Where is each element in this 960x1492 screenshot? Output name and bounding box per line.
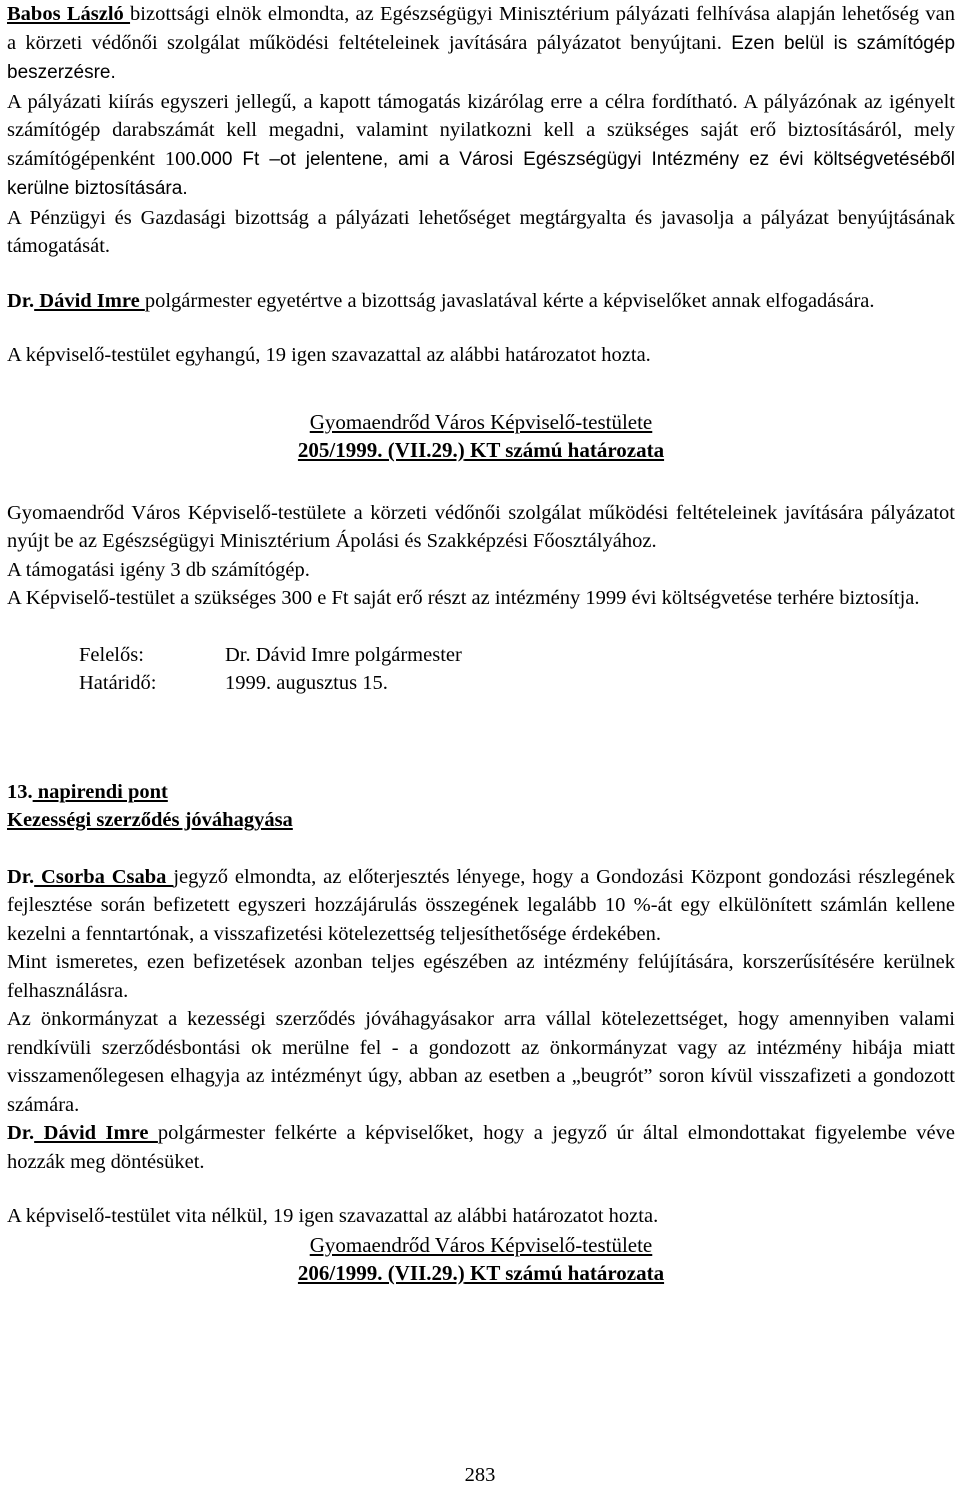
- paragraph-clerk: [7, 863, 955, 949]
- paragraph-babos: [7, 0, 955, 204]
- paragraph-text-sans: Ezen belül is számítógép beszerzésre.: [7, 32, 956, 83]
- agenda-number: 13.: [7, 780, 33, 803]
- paragraph-text: jegyző elmondta, az előterjesztés lényege, hogy a Gondozási Központ gondozási részlegének fejlesztése során befizetett egyszeri hozzájárulás összegének legalább 10 %-át egy elkülönített számlán kellene kezelni a fenntartónak, a visszafizetési kötelezettség teljesíthetősége érdekében.: [7, 865, 955, 945]
- agenda-label: napirendi pont: [32, 780, 168, 803]
- paragraph-text: A pályázati kiírás egyszeri jellegű, a kapott támogatás kizárólag erre a célra fordítható. A pályázónak az igényelt számítógép darabszámát kell megadni, valamint nyilatkozni kell a szükséges saját erő biztosításáról, mely számítógépenként 100.: [7, 90, 955, 170]
- paragraph-guarantee: Az önkormányzat a kezességi szerződés jóváhagyásakor arra vállal kötelezettséget, hogy amennyiben valami rendkívüli szerződésbontási ok merülne fel - a gondozott az önkormányzat vagy az intézmény hibája miatt visszamenőlegesen elhagyja az intézményt úgy, abban az esetben a „beugrót” soron kívül visszafizeti a gondozott számára.: [7, 1008, 955, 1116]
- deadline-label: Határidő:: [79, 672, 157, 694]
- paragraph-mayor: [7, 287, 955, 316]
- resolution-demand: A támogatási igény 3 db számítógép.: [7, 558, 310, 581]
- paragraph-text: polgármester felkérte a képviselőket, hogy a jegyző úr által elmondottakat figyelembe véve hozzák meg döntésüket.: [7, 1122, 955, 1173]
- page-number: 283: [464, 1464, 496, 1486]
- speaker-title: Dr.: [7, 289, 35, 312]
- speaker-name: Csorba Csaba: [34, 865, 174, 888]
- agenda-title: Kezességi szerződés jóváhagyása: [7, 809, 293, 831]
- resolution-label-text: KT számú határozata: [464, 1261, 665, 1285]
- paragraph-text-sans: 000 Ft –ot jelentene, ami a Városi Egészségügyi Intézmény ez évi költségvetéséből kerülne biztosítására.: [7, 148, 955, 199]
- responsible-value: Dr. Dávid Imre polgármester: [225, 643, 462, 666]
- deadline-row: [79, 669, 955, 698]
- speaker-name: Dávid Imre: [34, 289, 145, 312]
- resolution-number: [7, 436, 955, 465]
- deadline-value: 1999. augusztus 15.: [225, 672, 388, 694]
- responsible-block: [79, 641, 955, 698]
- speaker-title: Dr.: [7, 865, 35, 888]
- resolution-number-text: 206/1999. (VII.29.): [297, 1261, 465, 1285]
- paragraph-vote-2: A képviselő-testület vita nélkül, 19 igen szavazattal az alábbi határozatot hozta.: [7, 1205, 659, 1227]
- resolution-heading: Gyomaendrőd Város Képviselő-testülete: [309, 409, 653, 434]
- speaker-title: Dr.: [7, 1122, 35, 1144]
- responsible-row: [79, 641, 955, 670]
- paragraph-mayor-request: [7, 1119, 955, 1176]
- resolution-funding: A Képviselő-testület a szükséges 300 e Ft saját erő részt az intézmény 1999 évi költségvetése terhére biztosítja.: [7, 587, 920, 609]
- resolution-body: Gyomaendrőd Város Képviselő-testülete a körzeti védőnői szolgálat működési feltételeinek javítására pályázatot nyújt be az Egészségügyi Minisztérium Ápolási és Szakképzési Főosztályához.: [7, 501, 955, 552]
- agenda-item: [7, 778, 955, 807]
- resolution-heading-2: Gyomaendrőd Város Képviselő-testülete: [309, 1232, 653, 1257]
- paragraph-payments: Mint ismeretes, ezen befizetések azonban teljes egészében az intézmény felújítására, korszerűsítésére kerülnek felhasználásra.: [7, 951, 955, 1002]
- paragraph-text: bizottsági elnök elmondta, az Egészségügyi Minisztérium pályázati felhívása alapján lehetőség van a körzeti védőnői szolgálat működési feltételeinek javítására pályázatot benyújtani.: [7, 3, 955, 54]
- resolution-label-text: KT számú határozata: [464, 438, 665, 462]
- speaker-name: Babos László: [7, 3, 131, 25]
- paragraph-vote: A képviselő-testület egyhangú, 19 igen szavazattal az alábbi határozatot hozta.: [7, 344, 651, 366]
- resolution-number-2: [7, 1259, 955, 1288]
- paragraph-text: polgármester egyetértve a bizottság javaslatával kérte a képviselőket annak elfogadására.: [144, 289, 875, 312]
- resolution-number-text: 205/1999. (VII.29.): [297, 438, 465, 462]
- paragraph-committee: A Pénzügyi és Gazdasági bizottság a pályázati lehetőséget megtárgyalta és javasolja a pályázat benyújtásának támogatását.: [7, 206, 955, 257]
- document-page: [7, 0, 955, 1288]
- responsible-label: Felelős:: [79, 643, 144, 666]
- speaker-name: Dávid Imre: [34, 1122, 158, 1144]
